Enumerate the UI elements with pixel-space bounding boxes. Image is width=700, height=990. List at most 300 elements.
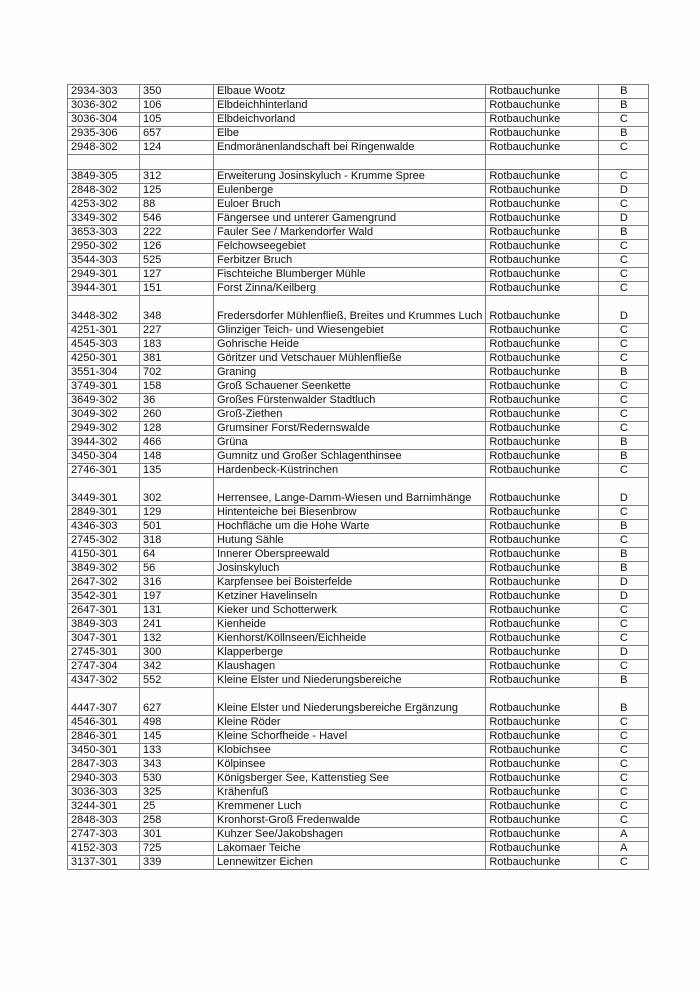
table-row (68, 422, 649, 436)
species-cell: Rotbauchunke (486, 534, 599, 548)
table-row (68, 730, 649, 744)
site-code-cell: 2848-303 (68, 814, 140, 828)
site-code-cell: 4150-301 (68, 548, 140, 562)
category-cell: B (599, 450, 649, 464)
site-code-cell: 3944-302 (68, 436, 140, 450)
site-code-cell: 3849-305 (68, 170, 140, 184)
species-cell: Rotbauchunke (486, 716, 599, 730)
site-name-cell: Endmoränenlandschaft bei Ringenwalde (214, 141, 486, 155)
site-code-cell: 3551-304 (68, 366, 140, 380)
category-cell: C (599, 422, 649, 436)
species-cell: Rotbauchunke (486, 744, 599, 758)
table-row (68, 141, 649, 155)
site-name-cell: Karpfensee bei Boisterfelde (214, 576, 486, 590)
species-cell: Rotbauchunke (486, 450, 599, 464)
category-cell: B (599, 85, 649, 99)
category-cell: C (599, 380, 649, 394)
site-name-cell: Kienheide (214, 618, 486, 632)
site-name-cell: Fischteiche Blumberger Mühle (214, 268, 486, 282)
category-cell: B (599, 520, 649, 534)
site-code-cell: 2935-306 (68, 127, 140, 141)
species-cell: Rotbauchunke (486, 338, 599, 352)
site-code-cell: 3137-301 (68, 856, 140, 870)
site-name-cell: Groß-Ziethen (214, 408, 486, 422)
site-name-cell: Kronhorst-Groß Fredenwalde (214, 814, 486, 828)
species-cell: Rotbauchunke (486, 99, 599, 113)
site-number-cell: 260 (140, 408, 214, 422)
table-row (68, 828, 649, 842)
species-cell: Rotbauchunke (486, 730, 599, 744)
site-name-cell: Kuhzer See/Jakobshagen (214, 828, 486, 842)
site-code-cell: 3749-301 (68, 380, 140, 394)
site-code-cell: 2950-302 (68, 240, 140, 254)
site-number-cell: 627 (140, 688, 214, 716)
site-name-cell: Innerer Oberspreewald (214, 548, 486, 562)
site-code-cell: 4152-303 (68, 842, 140, 856)
table-row (68, 856, 649, 870)
category-cell: B (599, 674, 649, 688)
species-cell: Rotbauchunke (486, 422, 599, 436)
category-cell: C (599, 604, 649, 618)
site-number-cell: 525 (140, 254, 214, 268)
habitat-table (67, 84, 649, 870)
site-code-cell: 2747-303 (68, 828, 140, 842)
site-number-cell: 312 (140, 170, 214, 184)
species-cell: Rotbauchunke (486, 141, 599, 155)
site-number-cell: 258 (140, 814, 214, 828)
site-name-cell: Klapperberge (214, 646, 486, 660)
species-cell: Rotbauchunke (486, 590, 599, 604)
site-code-cell: 4251-301 (68, 324, 140, 338)
table-row (68, 170, 649, 184)
table-row (68, 842, 649, 856)
category-cell: C (599, 240, 649, 254)
category-cell: D (599, 646, 649, 660)
species-cell: Rotbauchunke (486, 856, 599, 870)
site-number-cell: 342 (140, 660, 214, 674)
table-row (68, 212, 649, 226)
site-number-cell: 222 (140, 226, 214, 240)
site-number-cell: 316 (140, 576, 214, 590)
site-number-cell: 132 (140, 632, 214, 646)
site-code-cell: 3047-301 (68, 632, 140, 646)
site-number-cell: 546 (140, 212, 214, 226)
category-cell: D (599, 576, 649, 590)
table-body (68, 85, 649, 870)
category-cell: C (599, 268, 649, 282)
site-name-cell: Kölpinsee (214, 758, 486, 772)
site-name-cell: Kleine Elster und Niederungsbereiche Ergänzung (214, 688, 486, 716)
species-cell: Rotbauchunke (486, 478, 599, 506)
site-code-cell: 2847-303 (68, 758, 140, 772)
category-cell: C (599, 716, 649, 730)
species-cell: Rotbauchunke (486, 632, 599, 646)
site-code-cell: 2948-302 (68, 141, 140, 155)
site-code-cell: 2745-301 (68, 646, 140, 660)
site-code-cell: 3649-302 (68, 394, 140, 408)
site-name-cell: Groß Schauener Seenkette (214, 380, 486, 394)
site-number-cell: 127 (140, 268, 214, 282)
table-row (68, 814, 649, 828)
site-name-cell: Lakomaer Teiche (214, 842, 486, 856)
site-number-cell: 125 (140, 184, 214, 198)
site-name-cell: Klaushagen (214, 660, 486, 674)
site-name-cell: Grüna (214, 436, 486, 450)
site-name-cell: Kleine Schorfheide - Havel (214, 730, 486, 744)
table-row (68, 590, 649, 604)
site-name-cell: Gohrische Heide (214, 338, 486, 352)
category-cell: C (599, 730, 649, 744)
site-name-cell: Kleine Elster und Niederungsbereiche (214, 674, 486, 688)
site-number-cell: 702 (140, 366, 214, 380)
table-row (68, 436, 649, 450)
table-row (68, 127, 649, 141)
site-code-cell: 2949-302 (68, 422, 140, 436)
species-cell: Rotbauchunke (486, 408, 599, 422)
site-code-cell: 4253-302 (68, 198, 140, 212)
category-cell: C (599, 506, 649, 520)
site-number-cell: 197 (140, 590, 214, 604)
table-row (68, 576, 649, 590)
species-cell: Rotbauchunke (486, 85, 599, 99)
site-name-cell: Fauler See / Markendorfer Wald (214, 226, 486, 240)
category-cell: C (599, 856, 649, 870)
site-code-cell: 2746-301 (68, 464, 140, 478)
empty-cell (486, 155, 599, 170)
site-name-cell: Glinziger Teich- und Wiesengebiet (214, 324, 486, 338)
site-number-cell: 145 (140, 730, 214, 744)
site-name-cell: Herrensee, Lange-Damm-Wiesen und Barnimhänge (214, 478, 486, 506)
species-cell: Rotbauchunke (486, 198, 599, 212)
site-code-cell: 4545-303 (68, 338, 140, 352)
table-row (68, 478, 649, 506)
site-number-cell: 348 (140, 296, 214, 324)
table-row (68, 786, 649, 800)
table-row (68, 758, 649, 772)
site-name-cell: Kremmener Luch (214, 800, 486, 814)
site-name-cell: Königsberger See, Kattenstieg See (214, 772, 486, 786)
species-cell: Rotbauchunke (486, 562, 599, 576)
table-row (68, 394, 649, 408)
category-cell: D (599, 212, 649, 226)
site-name-cell: Großes Fürstenwalder Stadtluch (214, 394, 486, 408)
site-number-cell: 657 (140, 127, 214, 141)
species-cell: Rotbauchunke (486, 800, 599, 814)
table-row (68, 85, 649, 99)
site-number-cell: 106 (140, 99, 214, 113)
table-row (68, 184, 649, 198)
table-row (68, 562, 649, 576)
category-cell: A (599, 842, 649, 856)
site-name-cell: Göritzer und Vetschauer Mühlenfließe (214, 352, 486, 366)
site-code-cell: 3036-304 (68, 113, 140, 127)
site-code-cell: 2647-301 (68, 604, 140, 618)
site-number-cell: 302 (140, 478, 214, 506)
category-cell: C (599, 170, 649, 184)
table-row (68, 99, 649, 113)
site-name-cell: Klobichsee (214, 744, 486, 758)
site-number-cell: 301 (140, 828, 214, 842)
species-cell: Rotbauchunke (486, 254, 599, 268)
category-cell: B (599, 226, 649, 240)
category-cell: C (599, 352, 649, 366)
site-name-cell: Forst Zinna/Keilberg (214, 282, 486, 296)
site-name-cell: Ferbitzer Bruch (214, 254, 486, 268)
species-cell: Rotbauchunke (486, 576, 599, 590)
species-cell: Rotbauchunke (486, 772, 599, 786)
site-code-cell: 2747-304 (68, 660, 140, 674)
species-cell: Rotbauchunke (486, 828, 599, 842)
site-name-cell: Gumnitz und Großer Schlagenthinsee (214, 450, 486, 464)
site-name-cell: Josinskyluch (214, 562, 486, 576)
table-row (68, 744, 649, 758)
site-name-cell: Krähenfuß (214, 786, 486, 800)
table-row (68, 268, 649, 282)
category-cell: C (599, 772, 649, 786)
table-row (68, 464, 649, 478)
category-cell: C (599, 141, 649, 155)
table-row (68, 716, 649, 730)
category-cell: B (599, 366, 649, 380)
table-row (68, 534, 649, 548)
site-number-cell: 325 (140, 786, 214, 800)
site-code-cell: 4250-301 (68, 352, 140, 366)
species-cell: Rotbauchunke (486, 296, 599, 324)
site-code-cell: 2846-301 (68, 730, 140, 744)
table-row (68, 408, 649, 422)
category-cell: A (599, 828, 649, 842)
species-cell: Rotbauchunke (486, 674, 599, 688)
category-cell: D (599, 296, 649, 324)
site-code-cell: 3349-302 (68, 212, 140, 226)
site-code-cell: 4346-303 (68, 520, 140, 534)
category-cell: C (599, 618, 649, 632)
category-cell: C (599, 814, 649, 828)
species-cell: Rotbauchunke (486, 170, 599, 184)
site-code-cell: 2848-302 (68, 184, 140, 198)
site-number-cell: 343 (140, 758, 214, 772)
table-row (68, 324, 649, 338)
category-cell: C (599, 786, 649, 800)
site-name-cell: Felchowseegebiet (214, 240, 486, 254)
table-row (68, 618, 649, 632)
site-number-cell: 318 (140, 534, 214, 548)
species-cell: Rotbauchunke (486, 127, 599, 141)
site-number-cell: 227 (140, 324, 214, 338)
category-cell: C (599, 394, 649, 408)
species-cell: Rotbauchunke (486, 366, 599, 380)
site-name-cell: Hutung Sähle (214, 534, 486, 548)
species-cell: Rotbauchunke (486, 618, 599, 632)
category-cell: B (599, 436, 649, 450)
category-cell: C (599, 464, 649, 478)
table-row (68, 520, 649, 534)
species-cell: Rotbauchunke (486, 212, 599, 226)
site-code-cell: 3036-302 (68, 99, 140, 113)
table-row (68, 113, 649, 127)
site-number-cell: 241 (140, 618, 214, 632)
category-cell: B (599, 688, 649, 716)
category-cell: C (599, 113, 649, 127)
site-number-cell: 498 (140, 716, 214, 730)
table-row (68, 674, 649, 688)
site-number-cell: 129 (140, 506, 214, 520)
site-number-cell: 56 (140, 562, 214, 576)
category-cell: C (599, 660, 649, 674)
site-name-cell: Hochfläche um die Hohe Warte (214, 520, 486, 534)
table-row (68, 296, 649, 324)
category-cell: C (599, 534, 649, 548)
site-name-cell: Elbdeichhinterland (214, 99, 486, 113)
site-code-cell: 3036-303 (68, 786, 140, 800)
species-cell: Rotbauchunke (486, 436, 599, 450)
category-cell: D (599, 590, 649, 604)
site-name-cell: Erweiterung Josinskyluch - Krumme Spree (214, 170, 486, 184)
site-number-cell: 124 (140, 141, 214, 155)
species-cell: Rotbauchunke (486, 604, 599, 618)
category-cell: D (599, 478, 649, 506)
category-cell: C (599, 758, 649, 772)
table-row (68, 632, 649, 646)
site-name-cell: Ketziner Havelinseln (214, 590, 486, 604)
site-number-cell: 105 (140, 113, 214, 127)
site-code-cell: 2745-302 (68, 534, 140, 548)
species-cell: Rotbauchunke (486, 113, 599, 127)
site-number-cell: 381 (140, 352, 214, 366)
site-name-cell: Fredersdorfer Mühlenfließ, Breites und Krummes Luch (214, 296, 486, 324)
category-cell: B (599, 99, 649, 113)
table-row (68, 338, 649, 352)
species-cell: Rotbauchunke (486, 646, 599, 660)
site-code-cell: 3450-301 (68, 744, 140, 758)
site-number-cell: 466 (140, 436, 214, 450)
site-number-cell: 88 (140, 198, 214, 212)
site-code-cell: 2934-303 (68, 85, 140, 99)
site-name-cell: Lennewitzer Eichen (214, 856, 486, 870)
site-code-cell: 4546-301 (68, 716, 140, 730)
site-number-cell: 133 (140, 744, 214, 758)
category-cell: B (599, 548, 649, 562)
site-number-cell: 339 (140, 856, 214, 870)
site-name-cell: Elbaue Wootz (214, 85, 486, 99)
site-number-cell: 126 (140, 240, 214, 254)
category-cell: C (599, 800, 649, 814)
category-cell: C (599, 744, 649, 758)
empty-cell (68, 155, 140, 170)
species-cell: Rotbauchunke (486, 548, 599, 562)
site-code-cell: 3448-302 (68, 296, 140, 324)
site-code-cell: 3653-303 (68, 226, 140, 240)
category-cell: D (599, 184, 649, 198)
site-number-cell: 64 (140, 548, 214, 562)
site-code-cell: 3849-303 (68, 618, 140, 632)
site-name-cell: Grumsiner Forst/Redernswalde (214, 422, 486, 436)
site-name-cell: Elbe (214, 127, 486, 141)
table-row (68, 800, 649, 814)
site-code-cell: 3849-302 (68, 562, 140, 576)
category-cell: B (599, 562, 649, 576)
site-code-cell: 3542-301 (68, 590, 140, 604)
site-name-cell: Eulenberge (214, 184, 486, 198)
table-row (68, 282, 649, 296)
table-row (68, 254, 649, 268)
species-cell: Rotbauchunke (486, 464, 599, 478)
table-row (68, 772, 649, 786)
species-cell: Rotbauchunke (486, 380, 599, 394)
table-row (68, 380, 649, 394)
species-cell: Rotbauchunke (486, 660, 599, 674)
species-cell: Rotbauchunke (486, 786, 599, 800)
category-cell: C (599, 198, 649, 212)
spacer-row (68, 155, 649, 170)
category-cell: C (599, 632, 649, 646)
site-name-cell: Hintenteiche bei Biesenbrow (214, 506, 486, 520)
species-cell: Rotbauchunke (486, 842, 599, 856)
site-name-cell: Fängersee und unterer Gamengrund (214, 212, 486, 226)
site-code-cell: 3449-301 (68, 478, 140, 506)
category-cell: C (599, 324, 649, 338)
table-row (68, 450, 649, 464)
species-cell: Rotbauchunke (486, 240, 599, 254)
site-name-cell: Euloer Bruch (214, 198, 486, 212)
site-code-cell: 3049-302 (68, 408, 140, 422)
site-code-cell: 3450-304 (68, 450, 140, 464)
table-row (68, 226, 649, 240)
species-cell: Rotbauchunke (486, 506, 599, 520)
site-number-cell: 530 (140, 772, 214, 786)
table-row (68, 240, 649, 254)
empty-cell (599, 155, 649, 170)
species-cell: Rotbauchunke (486, 184, 599, 198)
site-number-cell: 158 (140, 380, 214, 394)
species-cell: Rotbauchunke (486, 226, 599, 240)
site-code-cell: 2849-301 (68, 506, 140, 520)
table-row (68, 646, 649, 660)
site-number-cell: 25 (140, 800, 214, 814)
site-code-cell: 4447-307 (68, 688, 140, 716)
table-row (68, 548, 649, 562)
site-number-cell: 501 (140, 520, 214, 534)
site-number-cell: 151 (140, 282, 214, 296)
site-name-cell: Graning (214, 366, 486, 380)
site-number-cell: 350 (140, 85, 214, 99)
species-cell: Rotbauchunke (486, 814, 599, 828)
species-cell: Rotbauchunke (486, 352, 599, 366)
site-code-cell: 3544-303 (68, 254, 140, 268)
table-row (68, 352, 649, 366)
species-cell: Rotbauchunke (486, 688, 599, 716)
site-number-cell: 128 (140, 422, 214, 436)
site-code-cell: 3244-301 (68, 800, 140, 814)
site-name-cell: Elbdeichvorland (214, 113, 486, 127)
species-cell: Rotbauchunke (486, 758, 599, 772)
site-number-cell: 725 (140, 842, 214, 856)
table-row (68, 688, 649, 716)
category-cell: C (599, 282, 649, 296)
site-code-cell: 4347-302 (68, 674, 140, 688)
category-cell: B (599, 127, 649, 141)
site-number-cell: 183 (140, 338, 214, 352)
site-code-cell: 3944-301 (68, 282, 140, 296)
site-code-cell: 2949-301 (68, 268, 140, 282)
site-number-cell: 135 (140, 464, 214, 478)
species-cell: Rotbauchunke (486, 324, 599, 338)
empty-cell (140, 155, 214, 170)
species-cell: Rotbauchunke (486, 282, 599, 296)
site-number-cell: 552 (140, 674, 214, 688)
empty-cell (214, 155, 486, 170)
site-code-cell: 2647-302 (68, 576, 140, 590)
